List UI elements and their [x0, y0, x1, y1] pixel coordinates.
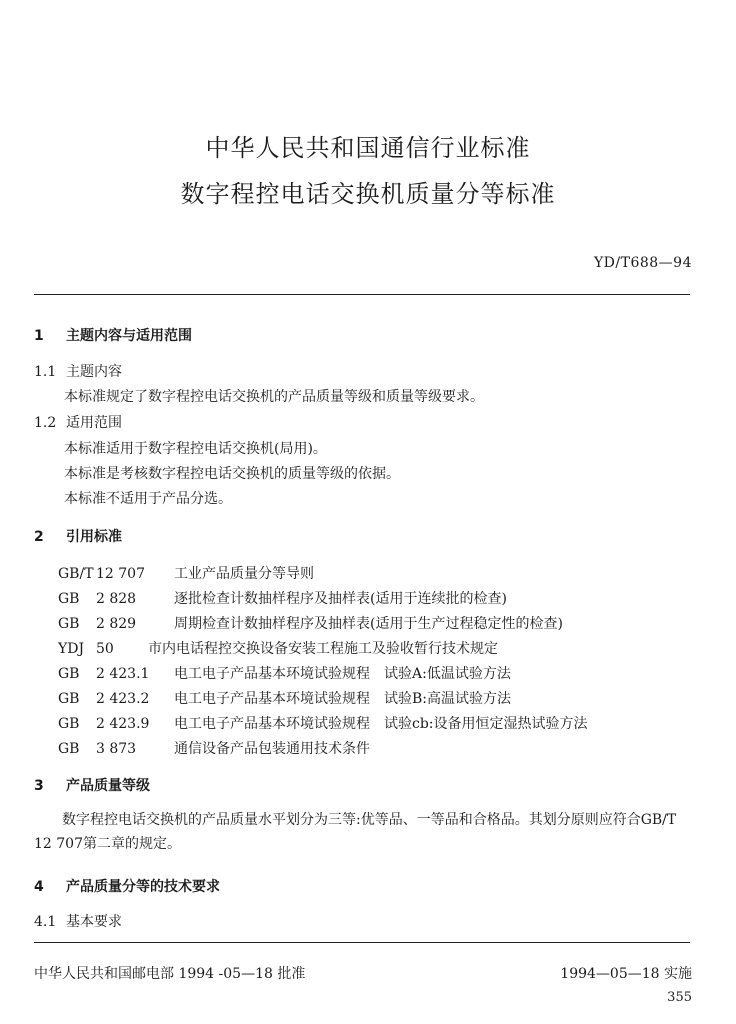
section-2-heading — [34, 526, 122, 546]
ref-title: 电工电子产品基本环境试验规程 试验A:低温试验方法 — [174, 666, 511, 682]
ref-title: 通信设备产品包装通用技术条件 — [174, 741, 370, 757]
ref-org: GB — [58, 616, 80, 632]
page-number: 355 — [667, 990, 692, 1005]
ref-org: YDJ — [58, 641, 85, 657]
reference-item — [58, 738, 370, 758]
ref-code: 2 423.1 — [96, 666, 150, 682]
reference-item — [58, 663, 511, 683]
ref-code: 3 873 — [96, 741, 137, 757]
section-1-2-title: 适用范围 — [66, 415, 122, 431]
section-1-2-line-3: 本标准不适用于产品分选。 — [64, 491, 232, 507]
section-4-1-heading — [34, 911, 122, 931]
ref-title: 市内电话程控交换设备安装工程施工及验收暂行技术规定 — [148, 641, 498, 657]
section-4-1-number: 4.1 — [34, 914, 57, 930]
footer-rule — [34, 942, 690, 943]
section-1-1-text: 本标准规定了数字程控电话交换机的产品质量等级和质量等级要求。 — [64, 389, 484, 405]
ref-title: 电工电子产品基本环境试验规程 试验B:高温试验方法 — [174, 691, 512, 707]
section-2-title: 引用标准 — [66, 529, 122, 545]
section-4-title: 产品质量分等的技术要求 — [66, 879, 220, 895]
section-3-text: 数字程控电话交换机的产品质量水平划分为三等:优等品、一等品和合格品。其划分原则应符合GB/T 12 707第二章的规定。 — [34, 812, 691, 852]
section-3-number: 3 — [34, 778, 44, 794]
ref-title: 电工电子产品基本环境试验规程 试验cb:设备用恒定湿热试验方法 — [174, 716, 588, 732]
section-1-1-heading — [34, 361, 122, 381]
reference-item — [58, 638, 498, 658]
section-4-heading — [34, 876, 220, 896]
section-1-2-line-2: 本标准是考核数字程控电话交换机的质量等级的依据。 — [64, 466, 400, 482]
section-1-2-heading — [34, 412, 122, 432]
ref-title: 逐批检查计数抽样程序及抽样表(适用于连续批的检查) — [174, 591, 507, 607]
reference-item — [58, 713, 588, 733]
title-line-1: 中华人民共和国通信行业标准 — [205, 134, 531, 162]
reference-item — [58, 613, 563, 633]
ref-code: 50 — [96, 641, 114, 657]
ref-org: GB — [58, 741, 80, 757]
section-1-number: 1 — [34, 328, 44, 344]
section-1-2-number: 1.2 — [34, 415, 57, 431]
header-rule — [34, 294, 690, 295]
reference-item — [58, 688, 511, 708]
ref-code: 2 828 — [96, 591, 137, 607]
ref-code: 2 829 — [96, 616, 137, 632]
section-4-number: 4 — [34, 879, 44, 895]
reference-item — [58, 588, 507, 608]
ref-title: 工业产品质量分等导则 — [174, 566, 314, 582]
section-1-2-line-1: 本标准适用于数字程控电话交换机(局用)。 — [64, 441, 327, 457]
ref-title: 周期检查计数抽样程序及抽样表(适用于生产过程稳定性的检查) — [174, 616, 563, 632]
ref-code: 2 423.9 — [96, 716, 150, 732]
section-1-heading — [34, 325, 192, 345]
reference-item — [58, 563, 314, 583]
ref-org: GB — [58, 666, 80, 682]
section-3-heading — [34, 775, 150, 795]
section-4-1-title: 基本要求 — [66, 914, 122, 930]
section-2-number: 2 — [34, 529, 44, 545]
title-line-2: 数字程控电话交换机质量分等标准 — [180, 180, 556, 208]
approval-line: 中华人民共和国邮电部 1994 -05—18 批准 — [34, 966, 306, 982]
ref-org: GB/T — [58, 566, 94, 582]
implementation-line: 1994—05—18 实施 — [560, 966, 692, 982]
ref-org: GB — [58, 591, 80, 607]
ref-code: 12 707 — [96, 566, 145, 582]
section-1-1-title: 主题内容 — [66, 364, 122, 380]
ref-code: 2 423.2 — [96, 691, 150, 707]
ref-org: GB — [58, 691, 80, 707]
section-1-title: 主题内容与适用范围 — [66, 328, 192, 344]
section-3-title: 产品质量等级 — [66, 778, 150, 794]
ref-org: GB — [58, 716, 80, 732]
section-1-1-number: 1.1 — [34, 364, 57, 380]
standard-code: YD/T688—94 — [593, 255, 692, 271]
